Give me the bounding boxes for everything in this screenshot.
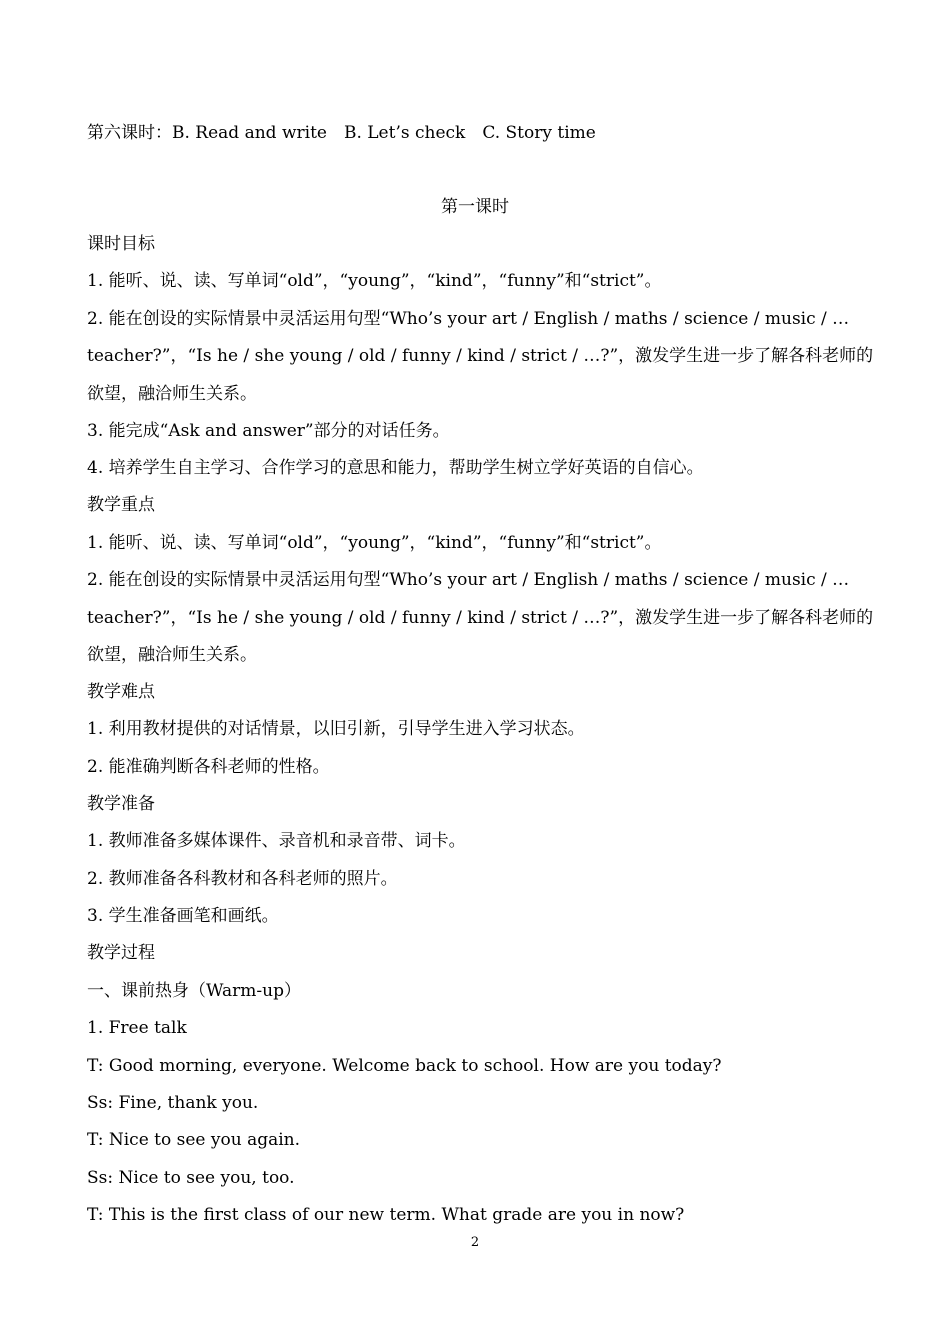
process-heading: 教学过程: [87, 943, 155, 963]
difficulties-heading: 教学难点: [87, 682, 155, 702]
dialogue-line: Ss: Nice to see you, too.: [87, 1168, 295, 1188]
process-sub-step: 1. Free talk: [87, 1018, 187, 1038]
objective-item: 4. 培养学生自主学习、合作学习的意思和能力，帮助学生树立学好英语的自信心。: [87, 458, 704, 478]
key-point-item: 欲望，融洽师生关系。: [87, 645, 257, 665]
preparation-item: 1. 教师准备多媒体课件、录音机和录音带、词卡。: [87, 831, 466, 851]
dialogue-line: T: Good morning, everyone. Welcome back to school. How are you today?: [87, 1056, 722, 1076]
preparation-item: 2. 教师准备各科教材和各科老师的照片。: [87, 869, 398, 889]
difficulty-item: 2. 能准确判断各科老师的性格。: [87, 757, 330, 777]
dialogue-line: T: This is the first class of our new term. What grade are you in now?: [87, 1205, 685, 1225]
dialogue-line: T: Nice to see you again.: [87, 1130, 301, 1150]
objectives-heading: 课时目标: [87, 234, 155, 254]
lesson-title: 第一课时: [441, 197, 509, 217]
objective-item: 2. 能在创设的实际情景中灵活运用句型“Who’s your art / English / maths / science / music / …: [87, 309, 850, 329]
preparation-heading: 教学准备: [87, 794, 155, 814]
objective-item: teacher?”，“Is he / she young / old / funny / kind / strict / …?”，激发学生进一步了解各科老师的: [87, 346, 874, 366]
key-points-heading: 教学重点: [87, 495, 155, 515]
process-step: 一、课前热身（Warm-up）: [87, 981, 301, 1001]
objective-item: 3. 能完成“Ask and answer”部分的对话任务。: [87, 421, 450, 441]
page-number: 2: [470, 1235, 480, 1250]
key-point-item: teacher?”，“Is he / she young / old / funny / kind / strict / …?”，激发学生进一步了解各科老师的: [87, 608, 874, 628]
objective-item: 1. 能听、说、读、写单词“old”，“young”，“kind”，“funny”和“strict”。: [87, 271, 662, 291]
preparation-item: 3. 学生准备画笔和画纸。: [87, 906, 279, 926]
key-point-item: 2. 能在创设的实际情景中灵活运用句型“Who’s your art / English / maths / science / music / …: [87, 570, 850, 590]
header-line: 第六课时：B. Read and write B. Let’s check C. Story time: [87, 123, 596, 143]
key-point-item: 1. 能听、说、读、写单词“old”，“young”，“kind”，“funny”和“strict”。: [87, 533, 662, 553]
difficulty-item: 1. 利用教材提供的对话情景，以旧引新，引导学生进入学习状态。: [87, 719, 585, 739]
dialogue-line: Ss: Fine, thank you.: [87, 1093, 259, 1113]
objective-item: 欲望，融洽师生关系。: [87, 384, 257, 404]
